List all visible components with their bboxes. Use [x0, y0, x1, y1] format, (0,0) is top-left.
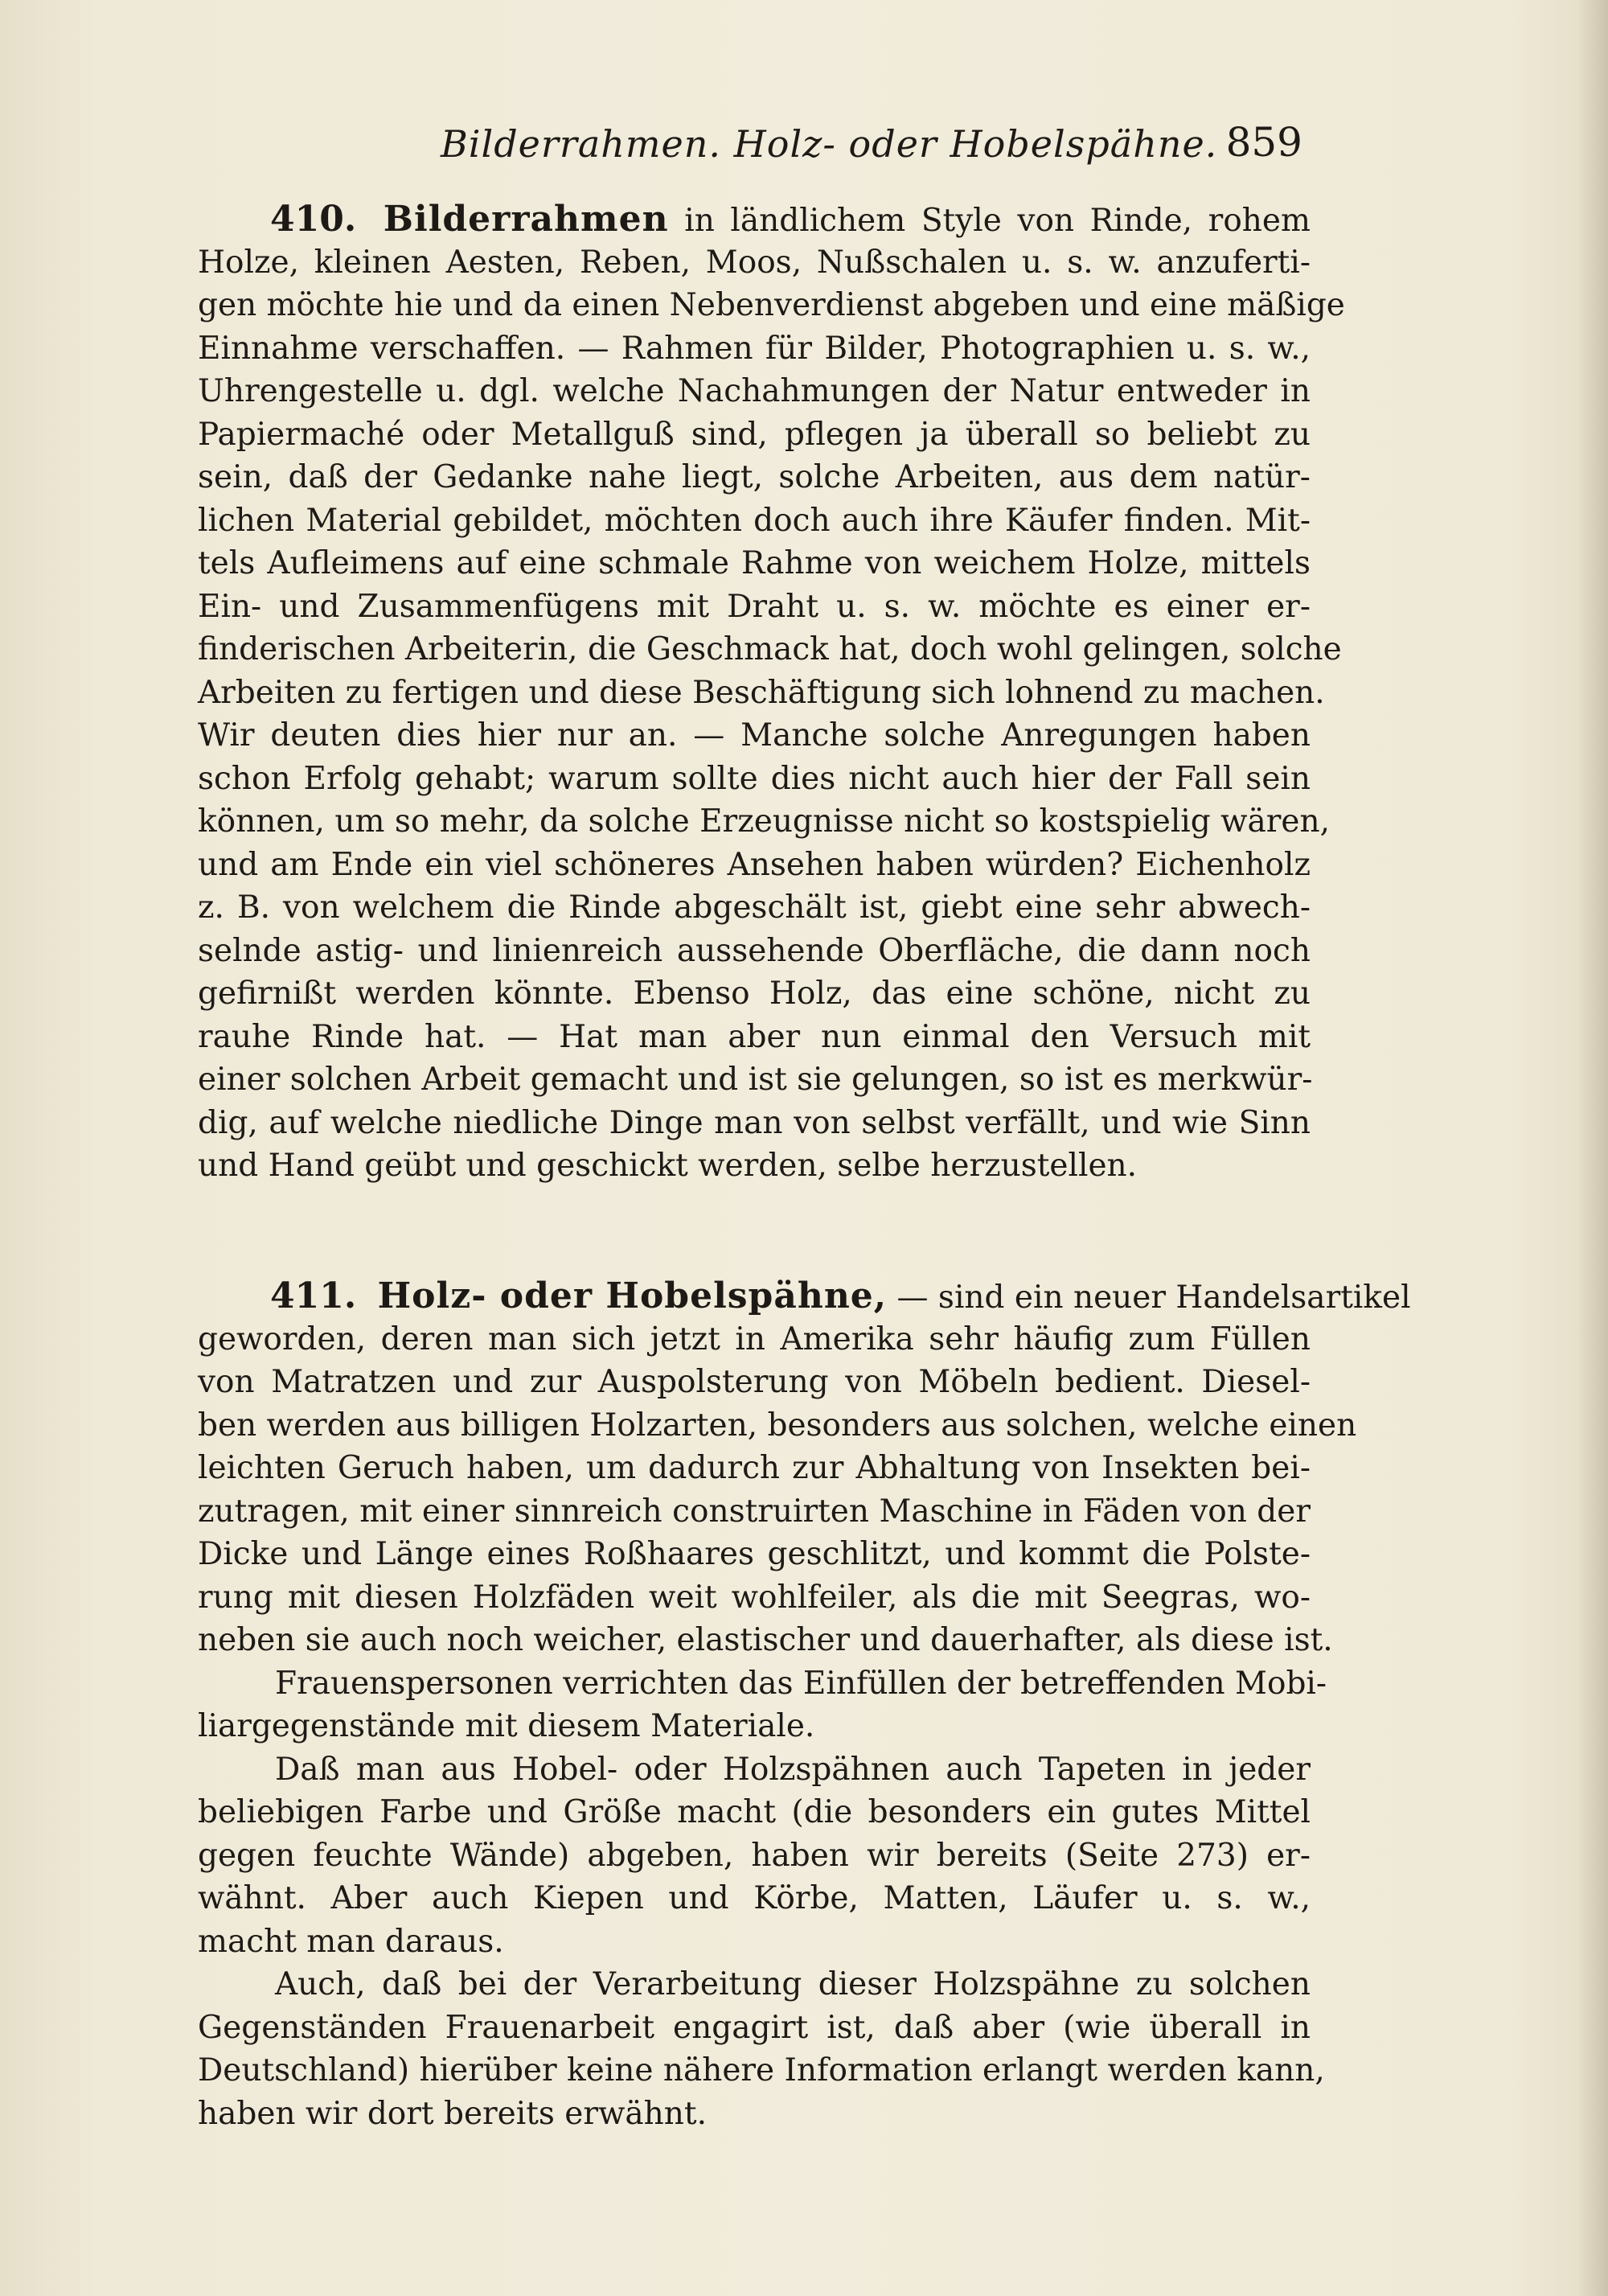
text-line: von Matratzen und zur Auspolsterung von Möbeln bedient. Diesel- — [198, 1364, 1311, 1400]
text-line: lichen Material gebildet, möchten doch auch ihre Käufer finden. Mit- — [198, 502, 1311, 539]
text-line: neben sie auch noch weicher, elastischer und dauerhafter, als diese ist. — [198, 1622, 1333, 1658]
page-number: 859 — [1225, 119, 1302, 166]
text-line: haben wir dort bereits erwähnt. — [198, 2095, 707, 2132]
text-line: Wir deuten dies hier nur an. — Manche solche Anregungen haben — [198, 717, 1311, 754]
text-line: sein, daß der Gedanke nahe liegt, solche Arbeiten, aus dem natür- — [198, 459, 1311, 495]
text-line: Einnahme verschaffen. — Rahmen für Bilder, Photographien u. s. w., — [198, 330, 1311, 367]
text-line: gefirnißt werden könnte. Ebenso Holz, das eine schöne, nicht zu — [198, 975, 1311, 1012]
page-edge-shadow — [1576, 0, 1608, 2296]
text-line: liargegenstände mit diesem Materiale. — [198, 1708, 815, 1744]
text-line: ben werden aus billigen Holzarten, besonders aus solchen, welche einen — [198, 1407, 1357, 1444]
text-line: Arbeiten zu fertigen und diese Beschäftigung sich lohnend zu machen. — [198, 674, 1325, 711]
running-head — [199, 119, 1302, 174]
text-line: finderischen Arbeiterin, die Geschmack hat, doch wohl gelingen, solche — [198, 631, 1342, 667]
running-title: Bilderrahmen. Holz- oder Hobelspähne. — [441, 122, 1218, 166]
text-line: Ein- und Zusammenfügens mit Draht u. s. w. möchte es einer er- — [198, 588, 1311, 625]
article-410 — [198, 198, 1345, 1188]
text-line: rauhe Rinde hat. — Hat man aber nun einmal den Versuch mit — [198, 1018, 1311, 1055]
text-line: macht man daraus. — [198, 1923, 504, 1960]
text-line: gen möchte hie und da einen Nebenverdienst abgeben und eine mäßige — [198, 287, 1345, 323]
text-line: Auch, daß bei der Verarbeitung dieser Holzspähne zu solchen — [275, 1966, 1311, 2002]
text-line: selnde astig- und linienreich aussehende Oberfläche, die dann noch — [198, 932, 1311, 969]
text-line: tels Aufleimens auf eine schmale Rahme von weichem Holze, mittels — [198, 545, 1311, 581]
article-title: Holz- oder Hobelspähne, — [377, 1275, 888, 1316]
text-line: beliebigen Farbe und Größe macht (die besonders ein gutes Mittel — [198, 1794, 1311, 1830]
article-number: 411. — [270, 1275, 357, 1316]
text-line: Holze, kleinen Aesten, Reben, Moos, Nußschalen u. s. w. anzuferti- — [198, 244, 1311, 281]
text-line: Uhrengestelle u. dgl. welche Nachahmungen der Natur entweder in — [198, 373, 1311, 409]
text-line: einer solchen Arbeit gemacht und ist sie gelungen, so ist es merkwür- — [198, 1062, 1313, 1098]
article-number: 410. — [270, 199, 357, 240]
text-line: Frauenspersonen verrichten das Einfüllen der betreffenden Mobi- — [275, 1665, 1327, 1702]
text-line: leichten Geruch haben, um dadurch zur Abhaltung von Insekten bei- — [198, 1450, 1311, 1486]
text-line: z. B. von welchem die Rinde abgeschält ist, giebt eine sehr abwech- — [198, 889, 1311, 926]
text-line: in ländlichem Style von Rinde, rohem — [684, 203, 1311, 239]
text-line: Papiermaché oder Metallguß sind, pflegen ja überall so beliebt zu — [198, 416, 1311, 453]
article-first-line — [198, 1275, 1411, 1318]
text-line: und Hand geübt und geschickt werden, selbe herzustellen. — [198, 1148, 1138, 1184]
article-first-line — [198, 198, 1311, 241]
text-line: schon Erfolg gehabt; warum sollte dies nicht auch hier der Fall sein — [198, 760, 1311, 797]
text-line: gegen feuchte Wände) abgeben, haben wir bereits (Seite 273) er- — [198, 1837, 1311, 1874]
text-line: — sind ein neuer Handelsartikel — [896, 1279, 1411, 1316]
text-line: können, um so mehr, da solche Erzeugnisse nicht so kostspielig wären, — [198, 803, 1331, 840]
text-line: dig, auf welche niedliche Dinge man von selbst verfällt, und wie Sinn — [198, 1104, 1311, 1141]
text-line: wähnt. Aber auch Kiepen und Körbe, Matten, Läufer u. s. w., — [198, 1880, 1311, 1916]
article-title: Bilderrahmen — [383, 199, 669, 240]
text-line: zutragen, mit einer sinnreich construirten Maschine in Fäden von der — [198, 1493, 1311, 1530]
text-line: Gegenständen Frauenarbeit engagirt ist, daß aber (wie überall in — [198, 2009, 1311, 2046]
text-line: und am Ende ein viel schöneres Ansehen haben würden? Eichenholz — [198, 846, 1311, 883]
text-line: Daß man aus Hobel- oder Holzspähnen auch Tapeten in jeder — [275, 1751, 1311, 1788]
text-line: rung mit diesen Holzfäden weit wohlfeiler, als die mit Seegras, wo- — [198, 1579, 1311, 1616]
text-line: Dicke und Länge eines Roßhaares geschlitzt, und kommt die Polste- — [198, 1536, 1311, 1572]
text-line: Deutschland) hierüber keine nähere Information erlangt werden kann, — [198, 2052, 1325, 2089]
article-411 — [198, 1275, 1411, 2135]
text-line: geworden, deren man sich jetzt in Amerika sehr häufig zum Füllen — [198, 1321, 1311, 1357]
